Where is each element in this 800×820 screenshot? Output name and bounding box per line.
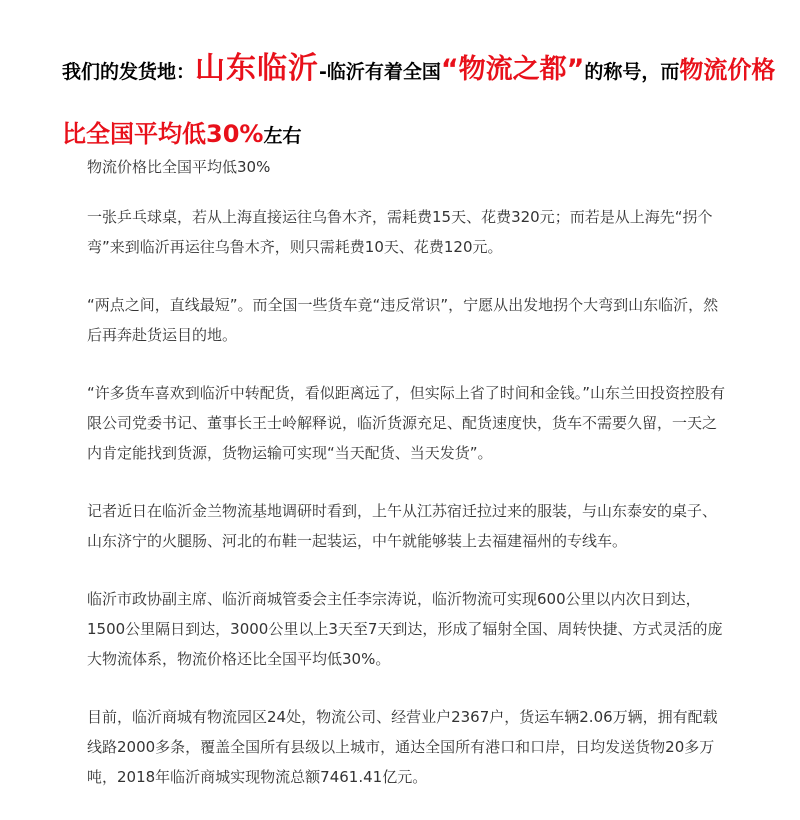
article-paragraph: “两点之间，直线最短”。而全国一些货车竟“违反常识”，宁愿从出发地拐个大弯到山东临沂，然后再奔赴货运目的地。 [87, 296, 719, 344]
article-body [87, 152, 727, 820]
open-quote: “ [440, 54, 459, 85]
capital-highlight: 物流之都 [458, 54, 567, 85]
article-paragraph: “许多货车喜欢到临沂中转配货，看似距离远了，但实际上省了时间和金钱。”山东兰田投资控股有限公司党委书记、董事长王士岭解释说，临沂货源充足、配货速度快，货车不需要久留，一天之内肯定能找到货源，货物运输可实现“当天配货、当天发货”。 [87, 384, 726, 462]
origin-highlight: 山东临沂 [195, 51, 320, 86]
headline [62, 38, 782, 167]
article-paragraph: 目前，临沂商城有物流园区24处，物流公司、经营业户2367户，货运车辆2.06万辆，拥有配载线路2000多条，覆盖全国所有县级以上城市，通达全国所有港口和口岸，日均发送货物20多万吨，2018年临沂商城实现物流总额7461.41亿元。 [87, 708, 718, 786]
article-paragraph: 一张乒乓球桌，若从上海直接运往乌鲁木齐，需耗费15天、花费320元；而若是从上海先“拐个弯”来到临沂再运往乌鲁木齐，则只需耗费10天、花费120元。 [87, 208, 713, 256]
headline-suffix2: 左右 [263, 125, 302, 147]
headline-middle: -临沂有着全国 [319, 61, 441, 83]
close-quote: ” [566, 54, 585, 85]
article-subtitle: 物流价格比全国平均低30% [87, 158, 271, 176]
article-paragraph: 记者近日在临沂金兰物流基地调研时看到，上午从江苏宿迁拉过来的服装，与山东泰安的桌子、山东济宁的火腿肠、河北的布鞋一起装运，中午就能够装上去福建福州的专线车。 [87, 502, 718, 550]
price-highlight: 物流价格比全国平均低30% [62, 56, 776, 148]
headline-prefix: 我们的发货地： [62, 61, 196, 83]
headline-suffix1: 的称号，而 [584, 61, 680, 83]
article-paragraph: 临沂市政协副主席、临沂商城管委会主任李宗涛说，临沂物流可实现600公里以内次日到达，1500公里隔日到达，3000公里以上3天至7天到达，形成了辐射全国、周转快捷、方式灵活的庞大物流体系，物流价格还比全国平均低30%。 [87, 590, 723, 668]
